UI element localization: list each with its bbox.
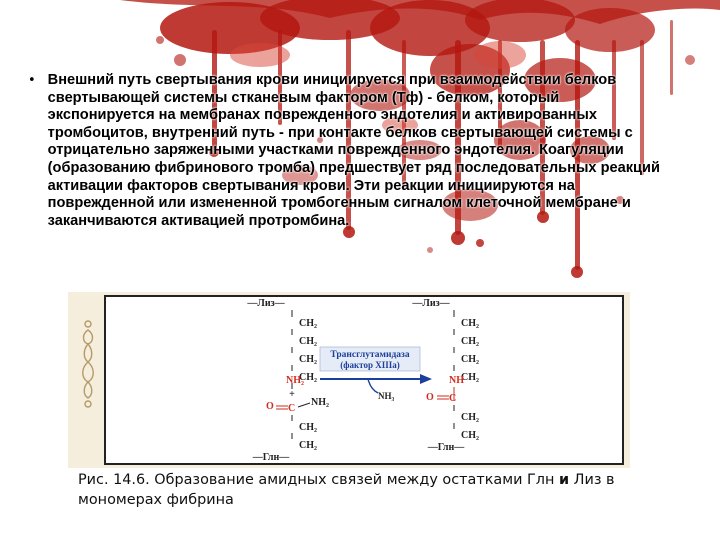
right-oxygen: O	[426, 392, 434, 403]
caption-line2: мономерах фибрина	[78, 492, 234, 508]
bullet-marker: •	[28, 73, 36, 88]
right-ch2-1: CH₂	[461, 318, 479, 329]
reaction-arrow	[320, 347, 432, 401]
left-carbon: C	[288, 403, 296, 414]
left-lysine-chain	[246, 298, 329, 463]
left-ch2-3: CH₂	[299, 354, 317, 365]
figure-caption	[78, 470, 678, 510]
bullet-item	[28, 72, 668, 230]
right-ch2-5: CH₂	[461, 412, 479, 423]
caption-and: и	[558, 472, 570, 488]
left-ch2-5: CH₂	[299, 422, 317, 433]
enzyme-name: Трансглутамидаза	[330, 350, 410, 360]
right-ch2-4: CH₂	[461, 372, 479, 383]
enzyme-factor: (фактор XIIIa)	[340, 360, 400, 370]
left-bottom-label: —Глн—	[252, 452, 290, 463]
left-top-label: —Лиз—	[247, 298, 285, 309]
right-nh: NH	[449, 375, 464, 386]
right-top-label: —Лиз—	[412, 298, 450, 309]
plus-sign: +	[289, 389, 295, 400]
left-ch2-1: CH₂	[299, 318, 317, 329]
right-bottom-label: —Глн—	[427, 442, 465, 453]
caption-prefix: Рис. 14.6. Образование амидных связей между остатками Глн	[78, 472, 559, 488]
left-oxygen: O	[266, 401, 274, 412]
right-ch2-2: CH₂	[461, 336, 479, 347]
ornament-icon	[78, 300, 98, 460]
left-ch2-4: CH₂	[299, 372, 317, 383]
left-ch2-2: CH₂	[299, 336, 317, 347]
right-ch2-6: CH₂	[461, 430, 479, 441]
right-ch2-3: CH₂	[461, 354, 479, 365]
right-carbon: C	[449, 393, 457, 404]
bullet-text: Внешний путь свертывания крови инициируется при взаимодействии белков свертывающей системы стканевым фактором (Тф) - белком, который экспонируется на мембранах поврежденного эндотелия и активированных тромбоцитов, внутренний путь - при контакте белков свертывающей системы с отрицательно заряженными участками поврежденного эндотелия. Коагуляции (образованию фибринового тромба) предшествует ряд последовательных реакций активации факторов свертывания крови. Эти реакции инициируются на поврежденной или измененной тромбогенным сигналом клеточной мембране и заканчиваются активацией протромбина.	[47, 72, 660, 229]
chemistry-figure	[104, 295, 624, 465]
left-amine: NH₂	[286, 375, 304, 386]
left-nh2-group: NH₂	[311, 397, 329, 408]
ammonia-byproduct: NH₃	[378, 391, 395, 401]
caption-middle: Лиз в	[569, 472, 615, 488]
left-ch2-6: CH₂	[299, 440, 317, 451]
